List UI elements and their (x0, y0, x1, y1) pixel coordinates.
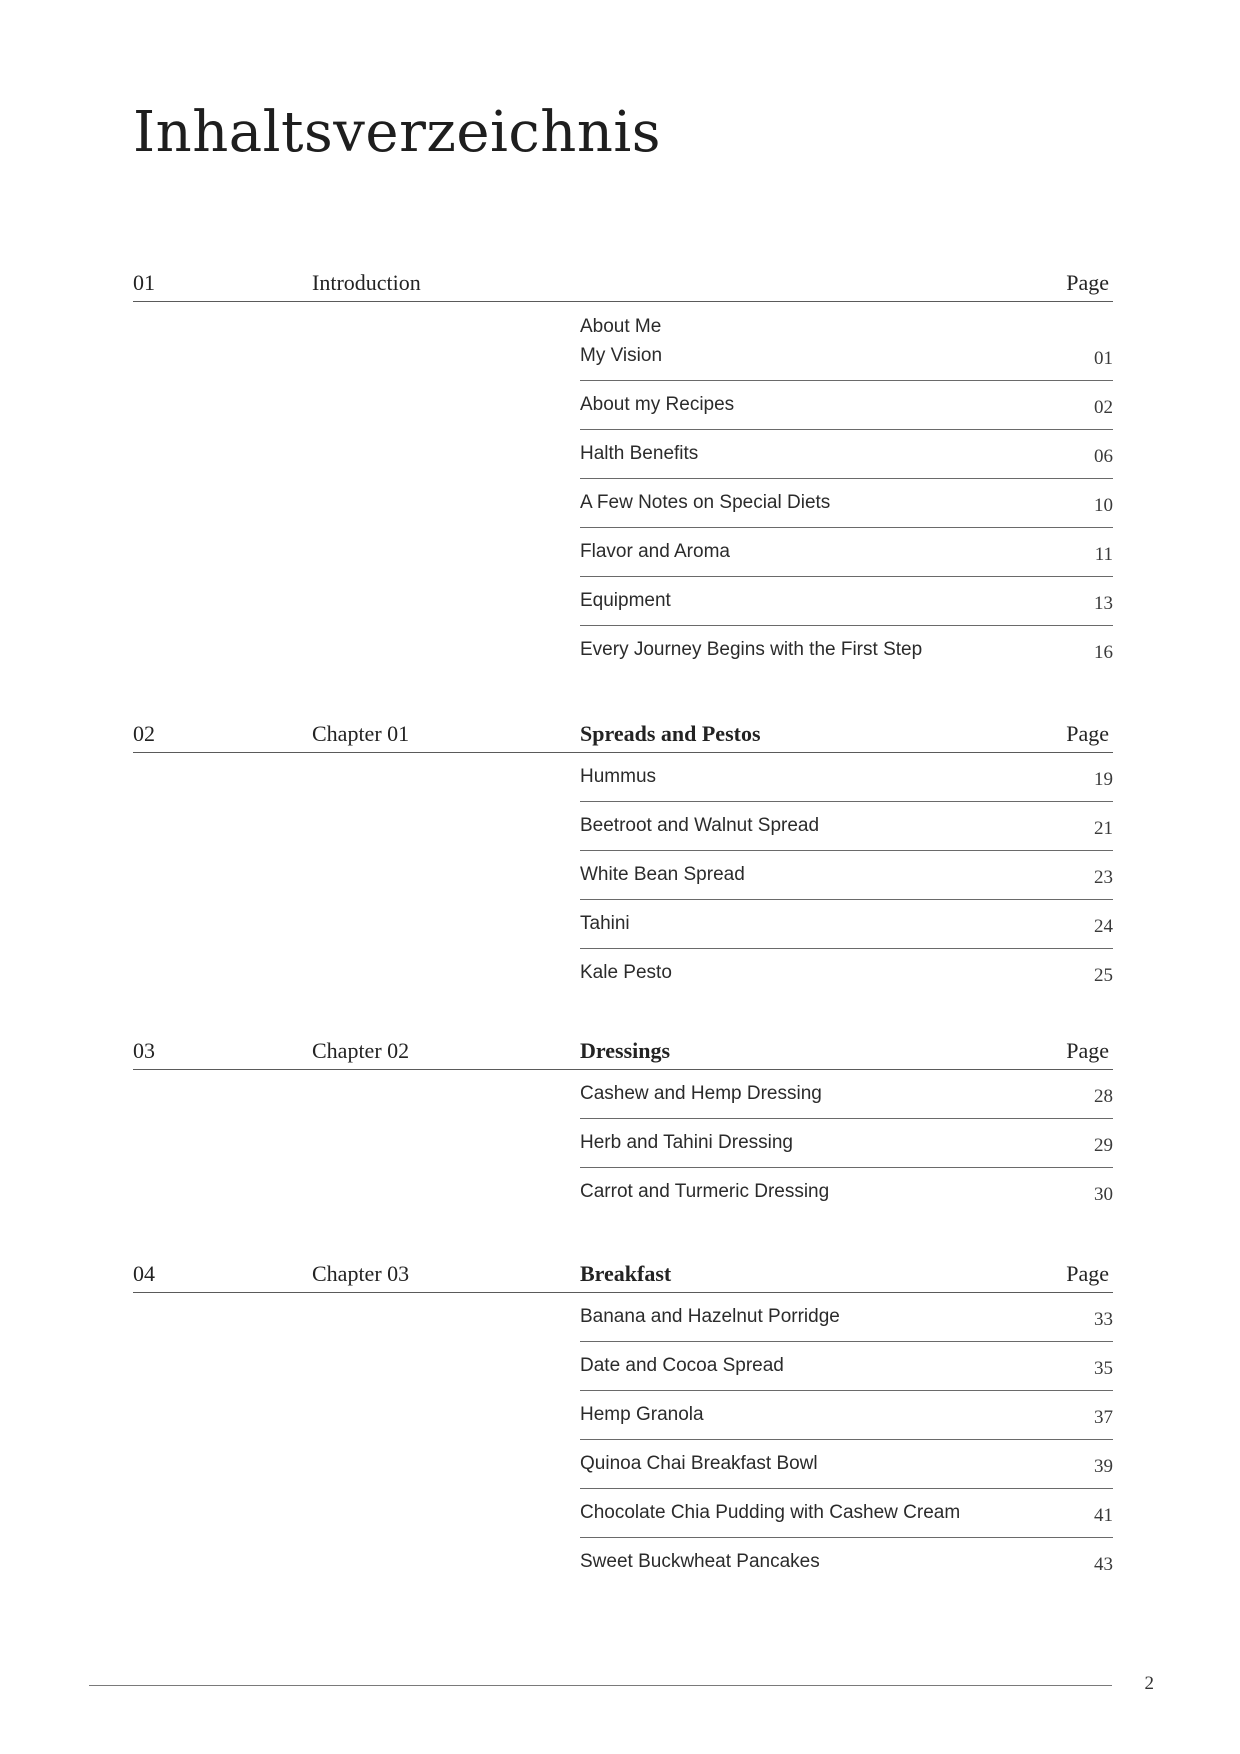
toc-entry[interactable] (580, 1119, 1113, 1168)
toc-entry[interactable] (580, 1342, 1113, 1391)
section-chapter: Introduction (312, 270, 421, 295)
entry-page: 41 (1094, 1505, 1113, 1526)
toc-entry[interactable] (580, 577, 1113, 626)
page-column-label: Page (1066, 1038, 1109, 1063)
toc-entry[interactable] (580, 753, 1113, 802)
entry-page: 39 (1094, 1456, 1113, 1477)
entry-page: 28 (1094, 1086, 1113, 1107)
toc-entry[interactable] (580, 1440, 1113, 1489)
footer-divider (89, 1685, 1112, 1686)
section-header (133, 265, 1113, 302)
toc-section-chapter-02 (133, 1033, 1113, 1216)
page-title: Inhaltsverzeichnis (133, 100, 662, 165)
entry-title: Sweet Buckwheat Pancakes (580, 1551, 820, 1572)
entry-page: 16 (1094, 642, 1113, 663)
entry-title: Hummus (580, 766, 657, 787)
entry-title: Carrot and Turmeric Dressing (580, 1181, 830, 1202)
toc-entry[interactable] (580, 1293, 1113, 1342)
entry-page: 02 (1094, 397, 1113, 418)
section-header (133, 1033, 1113, 1070)
entry-list (580, 753, 1113, 997)
entry-page: 11 (1094, 544, 1113, 565)
toc-entry[interactable] (580, 1070, 1113, 1119)
section-header (133, 716, 1113, 753)
toc-entry[interactable] (580, 1489, 1113, 1538)
entry-page: 25 (1094, 965, 1113, 986)
entry-page: 06 (1094, 446, 1113, 467)
entry-page: 37 (1094, 1407, 1113, 1428)
entry-list (580, 1070, 1113, 1216)
section-title: Dressings (580, 1038, 671, 1063)
toc-entry[interactable] (580, 900, 1113, 949)
entry-title: About my Recipes (580, 394, 735, 415)
entry-page: 35 (1094, 1358, 1113, 1379)
toc-entry[interactable] (580, 1168, 1113, 1216)
entry-title: Kale Pesto (580, 962, 672, 983)
toc-entry[interactable] (580, 381, 1113, 430)
page-number: 2 (1144, 1673, 1154, 1694)
toc-section-chapter-01 (133, 716, 1113, 997)
toc-entry[interactable] (580, 1391, 1113, 1440)
entry-title: Date and Cocoa Spread (580, 1355, 784, 1376)
page-column-label: Page (1066, 270, 1109, 295)
entry-page: 21 (1094, 818, 1113, 839)
entry-page: 13 (1094, 593, 1113, 614)
entry-title: Halth Benefits (580, 443, 699, 464)
entry-page: 01 (1094, 348, 1113, 369)
page-column-label: Page (1066, 721, 1109, 746)
section-header (133, 1256, 1113, 1293)
toc-entry[interactable] (580, 802, 1113, 851)
entry-page: 19 (1094, 769, 1113, 790)
entry-title: Cashew and Hemp Dressing (580, 1083, 822, 1104)
entry-title: White Bean Spread (580, 864, 745, 885)
entry-page: 23 (1094, 867, 1113, 888)
toc-entry[interactable] (580, 1538, 1113, 1586)
section-number: 02 (133, 721, 155, 746)
section-chapter: Chapter 02 (312, 1038, 410, 1063)
section-chapter: Chapter 03 (312, 1261, 410, 1286)
entry-title: Chocolate Chia Pudding with Cashew Cream (580, 1502, 961, 1523)
entry-title: About Me My Vision (580, 316, 663, 366)
section-title: Spreads and Pestos (580, 721, 761, 746)
section-chapter: Chapter 01 (312, 721, 410, 746)
toc-entry[interactable] (580, 302, 1113, 381)
entry-title: Hemp Granola (580, 1404, 704, 1425)
entry-list (580, 1293, 1113, 1586)
toc-entry[interactable] (580, 949, 1113, 997)
entry-page: 29 (1094, 1135, 1113, 1156)
entry-title: A Few Notes on Special Diets (580, 492, 831, 513)
page-column-label: Page (1066, 1261, 1109, 1286)
toc-entry[interactable] (580, 851, 1113, 900)
toc-entry[interactable] (580, 430, 1113, 479)
toc-section-introduction (133, 265, 1113, 674)
toc-entry[interactable] (580, 626, 1113, 674)
section-number: 01 (133, 270, 155, 295)
section-title: Breakfast (580, 1261, 672, 1286)
section-number: 04 (133, 1261, 155, 1286)
entry-title: Tahini (580, 913, 630, 934)
entry-title: Quinoa Chai Breakfast Bowl (580, 1453, 818, 1474)
entry-page: 43 (1094, 1554, 1113, 1575)
section-number: 03 (133, 1038, 155, 1063)
entry-title: Beetroot and Walnut Spread (580, 815, 820, 836)
entry-page: 30 (1094, 1184, 1113, 1205)
entry-page: 24 (1094, 916, 1113, 937)
entry-title: Herb and Tahini Dressing (580, 1132, 793, 1153)
entry-page: 10 (1094, 495, 1113, 516)
entry-page: 33 (1094, 1309, 1113, 1330)
entry-list (580, 302, 1113, 674)
entry-title: Flavor and Aroma (580, 541, 730, 562)
entry-title: Banana and Hazelnut Porridge (580, 1306, 840, 1327)
entry-title: Every Journey Begins with the First Step (580, 639, 923, 660)
toc-entry[interactable] (580, 528, 1113, 577)
entry-title: Equipment (580, 590, 671, 611)
toc-entry[interactable] (580, 479, 1113, 528)
toc-section-chapter-03 (133, 1256, 1113, 1586)
